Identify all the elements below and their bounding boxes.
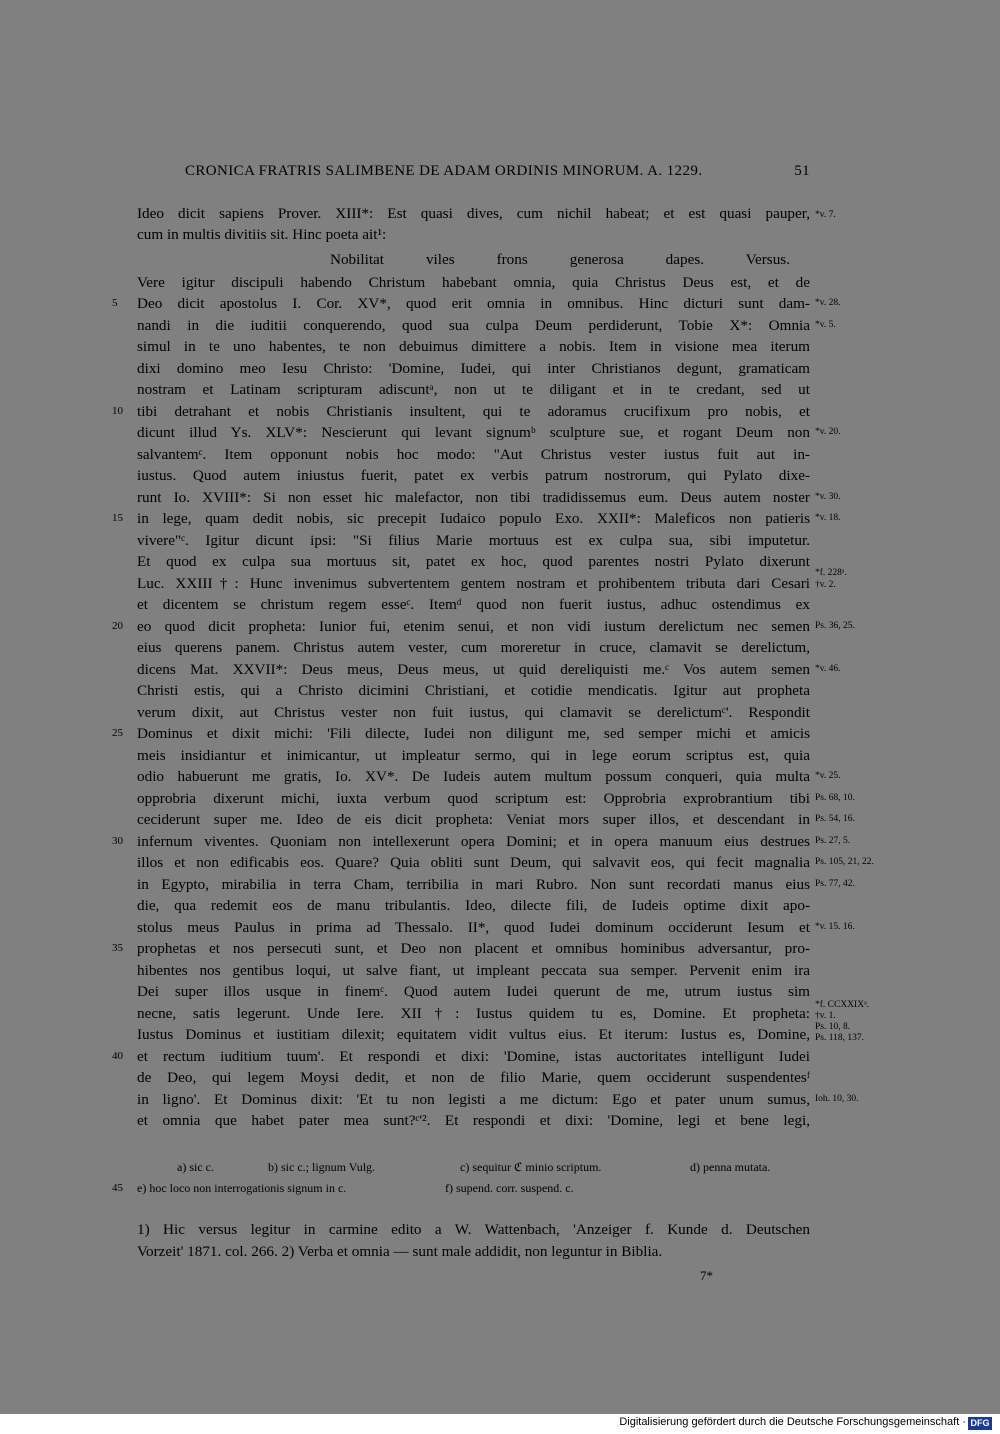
line-number: 30 [112, 835, 123, 847]
text-line: dicens Mat. XXVII*: Deus meus, Deus meus, ut quid dereliquisti me.ᶜ Vos autem semen [137, 661, 810, 678]
text-line: verum dixit, aut Christus vester non fuit iustus, qui clamavit se derelictumᶜ'. Respondit [137, 704, 810, 721]
apparatus-note: f) supend. corr. suspend. c. [445, 1181, 574, 1195]
line-number: 15 [112, 512, 123, 524]
text-line: simul in te uno habentes, te non debuimus dimittere a nobis. Item in visione mea iterum [137, 338, 810, 355]
page-number: 51 [794, 163, 810, 179]
text-line: cum in multis divitiis sit. Hinc poeta ait¹: [137, 226, 387, 243]
margin-note: *v. 46. [815, 664, 841, 674]
margin-note: Ps. 27, 5. [815, 836, 851, 846]
margin-note: *f. 228ᵃ. [815, 568, 847, 578]
text-line: in ligno'. Et Dominus dixit: 'Et tu non legisti a me dictum: Ego et pater unum sumus, [137, 1091, 810, 1108]
margin-note: *f. CCXXIXᵃ. [815, 1000, 870, 1010]
line-number: 40 [112, 1050, 123, 1062]
apparatus-note: a) sic c. [177, 1160, 214, 1174]
apparatus-note: d) penna mutata. [690, 1160, 771, 1174]
margin-note: Ps. 36, 25. [815, 621, 855, 631]
text-line: in lege, quam dedit nobis, sic precepit Iudaico populo Exo. XXII*: Maleficos non patieris [137, 510, 810, 527]
text-line: infernum viventes. Quoniam non intellexerunt opera Domini; et in opera manuum eius destrues [137, 833, 810, 850]
running-title: CRONICA FRATRIS SALIMBENE DE ADAM ORDINIS MINORUM. A. 1229. [185, 163, 703, 179]
text-line: eo quod dicit propheta: Iunior fui, etenim senui, et non vidi iustum derelictum nec semen [137, 618, 810, 635]
line-number: 45 [112, 1182, 123, 1194]
text-line: Dominus et dixit michi: 'Fili dilecte, Iudei non diligunt me, sed semper michi et amicis [137, 725, 810, 742]
margin-note: Ps. 54, 16. [815, 814, 855, 824]
margin-note: *v. 30. [815, 492, 841, 502]
text-line: necne, satis legerunt. Unde Iere. XII†: Iustus quidem tu es, Domine. Et propheta: [137, 1005, 810, 1022]
digitization-footer [0, 1414, 1000, 1434]
line-number: 10 [112, 405, 123, 417]
apparatus-note: b) sic c.; lignum Vulg. [268, 1160, 376, 1174]
text-line: vivere"ᶜ. Igitur dicunt ipsi: "Si filius Marie mortuus est ex culpa sua, sibi imputetur. [137, 532, 810, 549]
text-line: Luc. XXIII†: Hunc invenimus subvertentem gentem nostram et prohibentem tributa dari Cesari [137, 575, 810, 592]
running-header [185, 163, 810, 180]
text-line: prophetas et nos persecuti sunt, et Deo non placent et omnibus hominibus adversantur, pro- [137, 940, 810, 957]
text-line: Christi estis, qui a Christo dicimini Christiani, et cotidie mendicatis. Igitur aut propheta [137, 682, 810, 699]
margin-note: Ioh. 10, 30. [815, 1094, 859, 1104]
apparatus-note: e) hoc loco non interrogationis signum in c. [137, 1181, 347, 1195]
text-line: die, qua redemit eos de manu tribulantis. Ideo, dilecte fili, de Iudeis optime dixit apo- [137, 897, 810, 914]
text-line: illos et non edificabis eos. Quare? Quia obliti sunt Deum, qui salvavit eos, qui fecit magnalia [137, 854, 810, 871]
line-number: 35 [112, 942, 123, 954]
text-line: runt Io. XVIII*: Si non esset hic malefactor, non tibi tradidissemus eum. Deus autem noster [137, 489, 810, 506]
margin-note: †v. 2. [815, 580, 836, 590]
footnote-line: 1) Hic versus legitur in carmine edito a W. Wattenbach, 'Anzeiger f. Kunde d. Deutschen [137, 1221, 810, 1238]
text-line: iustus. Quod autem iniustus fuerit, patet ex verbis patrum nostrorum, qui Pylato dixe- [137, 467, 810, 484]
text-line: ceciderunt super me. Ideo de eis dicit propheta: Veniat mors super illos, et descendant in [137, 811, 810, 828]
signature-mark: 7* [700, 1268, 713, 1283]
margin-note: Ps. 10, 8. [815, 1022, 851, 1032]
margin-note: *v. 20. [815, 427, 841, 437]
line-number: 5 [112, 297, 118, 309]
text-line: dicunt illud Ys. XLV*: Nescierunt qui levant signumᵇ sculpture sue, et rogant Deum non [137, 424, 810, 441]
verse-line: Nobilitat viles frons generosa dapes. Versus. [330, 251, 790, 268]
text-line: de Deo, qui legem Moysi dedit, et non de filio Marie, quem occiderunt suspendentesᶠ [137, 1069, 810, 1086]
text-line: hibentes nos gentibus loqui, ut salve fiant, ut impleant peccata sua semper. Pervenit enim ira [137, 962, 810, 979]
margin-note: *v. 5. [815, 320, 836, 330]
dfg-logo-icon: DFG [968, 1417, 992, 1430]
text-line: Deo dicit apostolus I. Cor. XV*, quod erit omnia in omnibus. Hinc dicturi sunt dam- [137, 295, 810, 312]
line-number: 20 [112, 620, 123, 632]
text-line: opprobria dixerunt michi, iuxta verbum quod scriptum est: Opprobria exprobrantium tibi [137, 790, 810, 807]
text-line: salvantemᶜ. Item opponunt nobis hoc modo: "Aut Christus vester iustus fuit aut in- [137, 446, 810, 463]
text-line: odio habuerunt me gratis, Io. XV*. De Iudeis autem multum possum conqueri, quia multa [137, 768, 810, 785]
text-line: tibi detrahant et nobis Christianis insultent, qui te adoramus crucifixum pro nobis, et [137, 403, 810, 420]
text-line: dixi domino meo Iesu Christo: 'Domine, Iudei, qui inter Christianos degunt, gramaticam [137, 360, 810, 377]
margin-note: *v. 15. 16. [815, 922, 855, 932]
text-line: Iustus Dominus et iustitiam dilexit; equitatem vidit vultus eius. Et iterum: Iustus es, Domine, [137, 1026, 810, 1043]
margin-note: †v. 1. [815, 1011, 836, 1021]
text-line: Vere igitur discipuli habendo Christum habebant omnia, quia Christus Deus est, et de [137, 274, 810, 291]
footnote-line: Vorzeit' 1871. col. 266. 2) Verba et omnia — sunt male addidit, non leguntur in Biblia. [137, 1243, 663, 1260]
text-line: nandi in die iuditii conquerendo, quod sua culpa Deum perdiderunt, Tobie X*: Omnia [137, 317, 810, 334]
text-line: Et quod ex culpa sua mortuus sit, patet ex hoc, quod parentes nostri Pylato dixerunt [137, 553, 810, 570]
text-line: nostram et Latinam scripturam adiscuntᵃ, non ut te diligant et in te credant, sed ut [137, 381, 810, 398]
text-line: Ideo dicit sapiens Prover. XIII*: Est quasi dives, cum nichil habeat; et est quasi pauper, [137, 205, 810, 222]
text-line: et dicentem se christum regem esseᶜ. Itemᵈ quod non fuerit iustus, adhuc ostendimus ex [137, 596, 810, 613]
apparatus-note: c) sequitur ℭ minio scriptum. [460, 1160, 602, 1174]
text-line: eius querens panem. Christus autem vester, cum moreretur in cruce, clamavit se derelictum, [137, 639, 810, 656]
margin-note: *v. 18. [815, 513, 841, 523]
text-line: et rectum iuditium tuum'. Et respondi et dixi: 'Domine, istas auctoritates intelligunt Iudei [137, 1048, 810, 1065]
margin-note: Ps. 105, 21, 22. [815, 857, 874, 867]
text-line: stolus meus Paulus in prima ad Thessalo. II*, quod Iudei dominum occiderunt Iesum et [137, 919, 810, 936]
margin-note: Ps. 68, 10. [815, 793, 855, 803]
margin-note: *v. 25. [815, 771, 841, 781]
margin-note: Ps. 118, 137. [815, 1033, 865, 1043]
margin-note: *v. 7. [815, 210, 836, 220]
line-number: 25 [112, 727, 123, 739]
margin-note: *v. 28. [815, 298, 841, 308]
margin-note: Ps. 77, 42. [815, 879, 855, 889]
text-line: meis insidiantur et inimicantur, ut impleatur sermo, qui in lege eorum scriptus est, quia [137, 747, 810, 764]
text-line: Dei super illos usque in finemᶜ. Quod autem Iudei querunt de me, utrum iustus sim [137, 983, 810, 1000]
text-line: in Egypto, mirabilia in terra Cham, terribilia in mari Rubro. Non sunt recordati manus eius [137, 876, 810, 893]
footer-credit: Digitalisierung gefördert durch die Deutsche Forschungsgemeinschaft · [619, 1416, 966, 1428]
text-line: et omnia que habet pater mea sunt?ᶜ'². Et respondi et dixi: 'Domine, legi et bene legi, [137, 1112, 810, 1129]
